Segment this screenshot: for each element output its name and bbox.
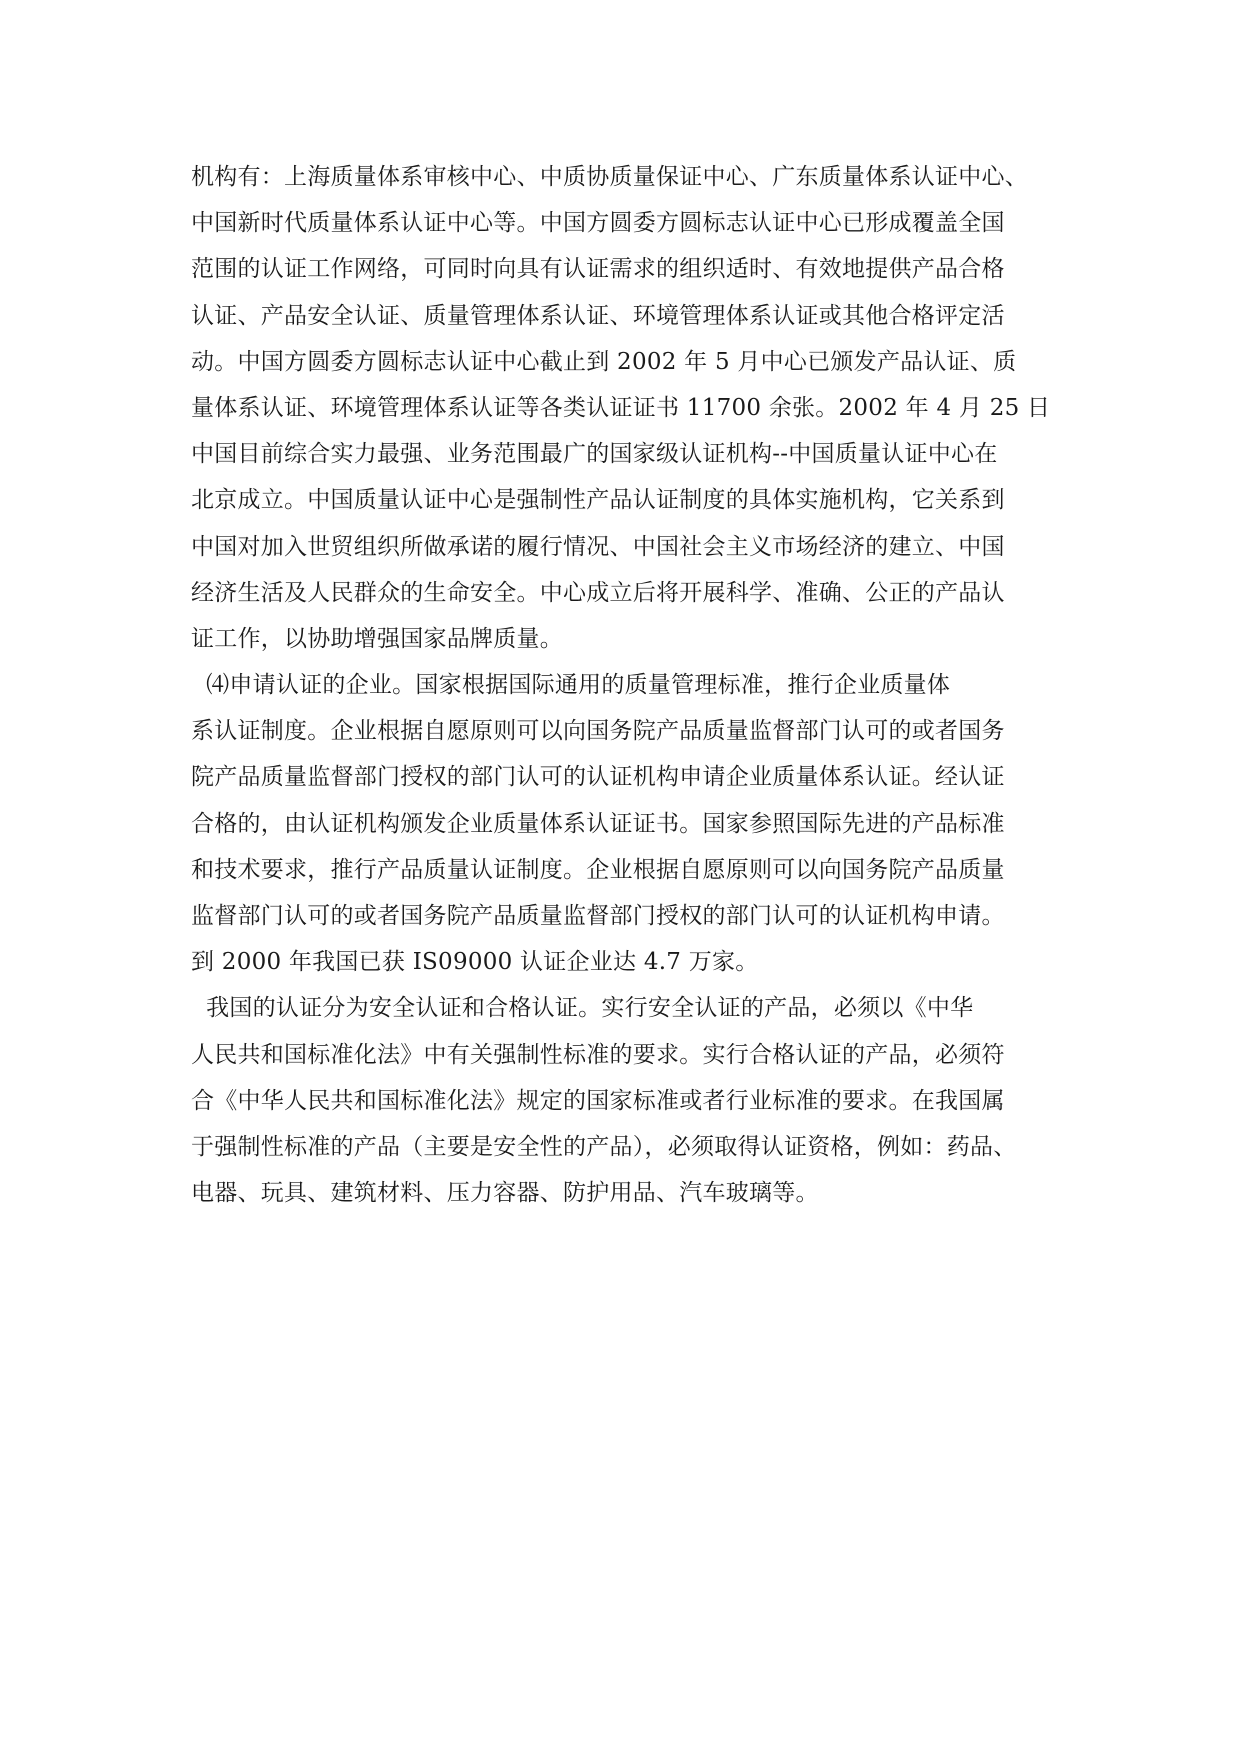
text-line: 监督部门认可的或者国务院产品质量监督部门授权的部门认可的认证机构申请。	[191, 903, 1005, 929]
text-line: 范围的认证工作网络，可同时向具有认证需求的组织适时、有效地提供产品合格	[191, 256, 1005, 283]
text-line: 证工作，以协助增强国家品牌质量。	[191, 625, 563, 652]
paragraph-certification-types	[191, 985, 1057, 1216]
text-line: 合《中华人民共和国标准化法》规定的国家标准或者行业标准的要求。在我国属	[191, 1087, 1005, 1114]
text-line: 于强制性标准的产品（主要是安全性的产品），必须取得认证资格，例如：药品、	[191, 1133, 1017, 1160]
text-line: 北京成立。中国质量认证中心是强制性产品认证制度的具体实施机构，它关系到	[191, 487, 1005, 514]
paragraph-certification-bodies	[191, 154, 1057, 662]
text-line: 量体系认证、环境管理体系认证等各类认证证书 11700 余张。2002 年 4 月 25 日	[191, 394, 1051, 421]
text-line: 院产品质量监督部门授权的部门认可的认证机构申请企业质量体系认证。经认证	[191, 764, 1005, 791]
paragraph-applicant-enterprises	[191, 662, 1057, 985]
text-line: 系认证制度。企业根据自愿原则可以向国务院产品质量监督部门认可的或者国务	[191, 718, 1005, 745]
text-line: 动。中国方圆委方圆标志认证中心截止到 2002 年 5 月中心已颁发产品认证、质	[191, 348, 1017, 375]
text-line: 中国对加入世贸组织所做承诺的履行情况、中国社会主义市场经济的建立、中国	[191, 533, 1005, 560]
text-line: 机构有：上海质量体系审核中心、中质协质量保证中心、广东质量体系认证中心、	[191, 164, 1028, 190]
text-line: 到 2000 年我国已获 IS09000 认证企业达 4.7 万家。	[191, 949, 759, 976]
text-line: 经济生活及人民群众的生命安全。中心成立后将开展科学、准确、公正的产品认	[191, 579, 1005, 606]
text-line: 合格的，由认证机构颁发企业质量体系认证证书。国家参照国际先进的产品标准	[191, 810, 1005, 837]
text-line: 认证、产品安全认证、质量管理体系认证、环境管理体系认证或其他合格评定活	[191, 302, 1005, 329]
text-line: 和技术要求，推行产品质量认证制度。企业根据自愿原则可以向国务院产品质量	[191, 856, 1005, 883]
text-line: ⑷申请认证的企业。国家根据国际通用的质量管理标准，推行企业质量体	[191, 672, 951, 699]
document-body	[191, 154, 1057, 1216]
text-line: 人民共和国标准化法》中有关强制性标准的要求。实行合格认证的产品，必须符	[191, 1041, 1005, 1068]
text-line: 中国新时代质量体系认证中心等。中国方圆委方圆标志认证中心已形成覆盖全国	[191, 210, 1005, 237]
text-line: 中国目前综合实力最强、业务范围最广的国家级认证机构--中国质量认证中心在	[191, 441, 998, 468]
text-line: 我国的认证分为安全认证和合格认证。实行安全认证的产品，必须以《中华	[191, 995, 974, 1022]
text-line: 电器、玩具、建筑材料、压力容器、防护用品、汽车玻璃等。	[191, 1180, 819, 1207]
